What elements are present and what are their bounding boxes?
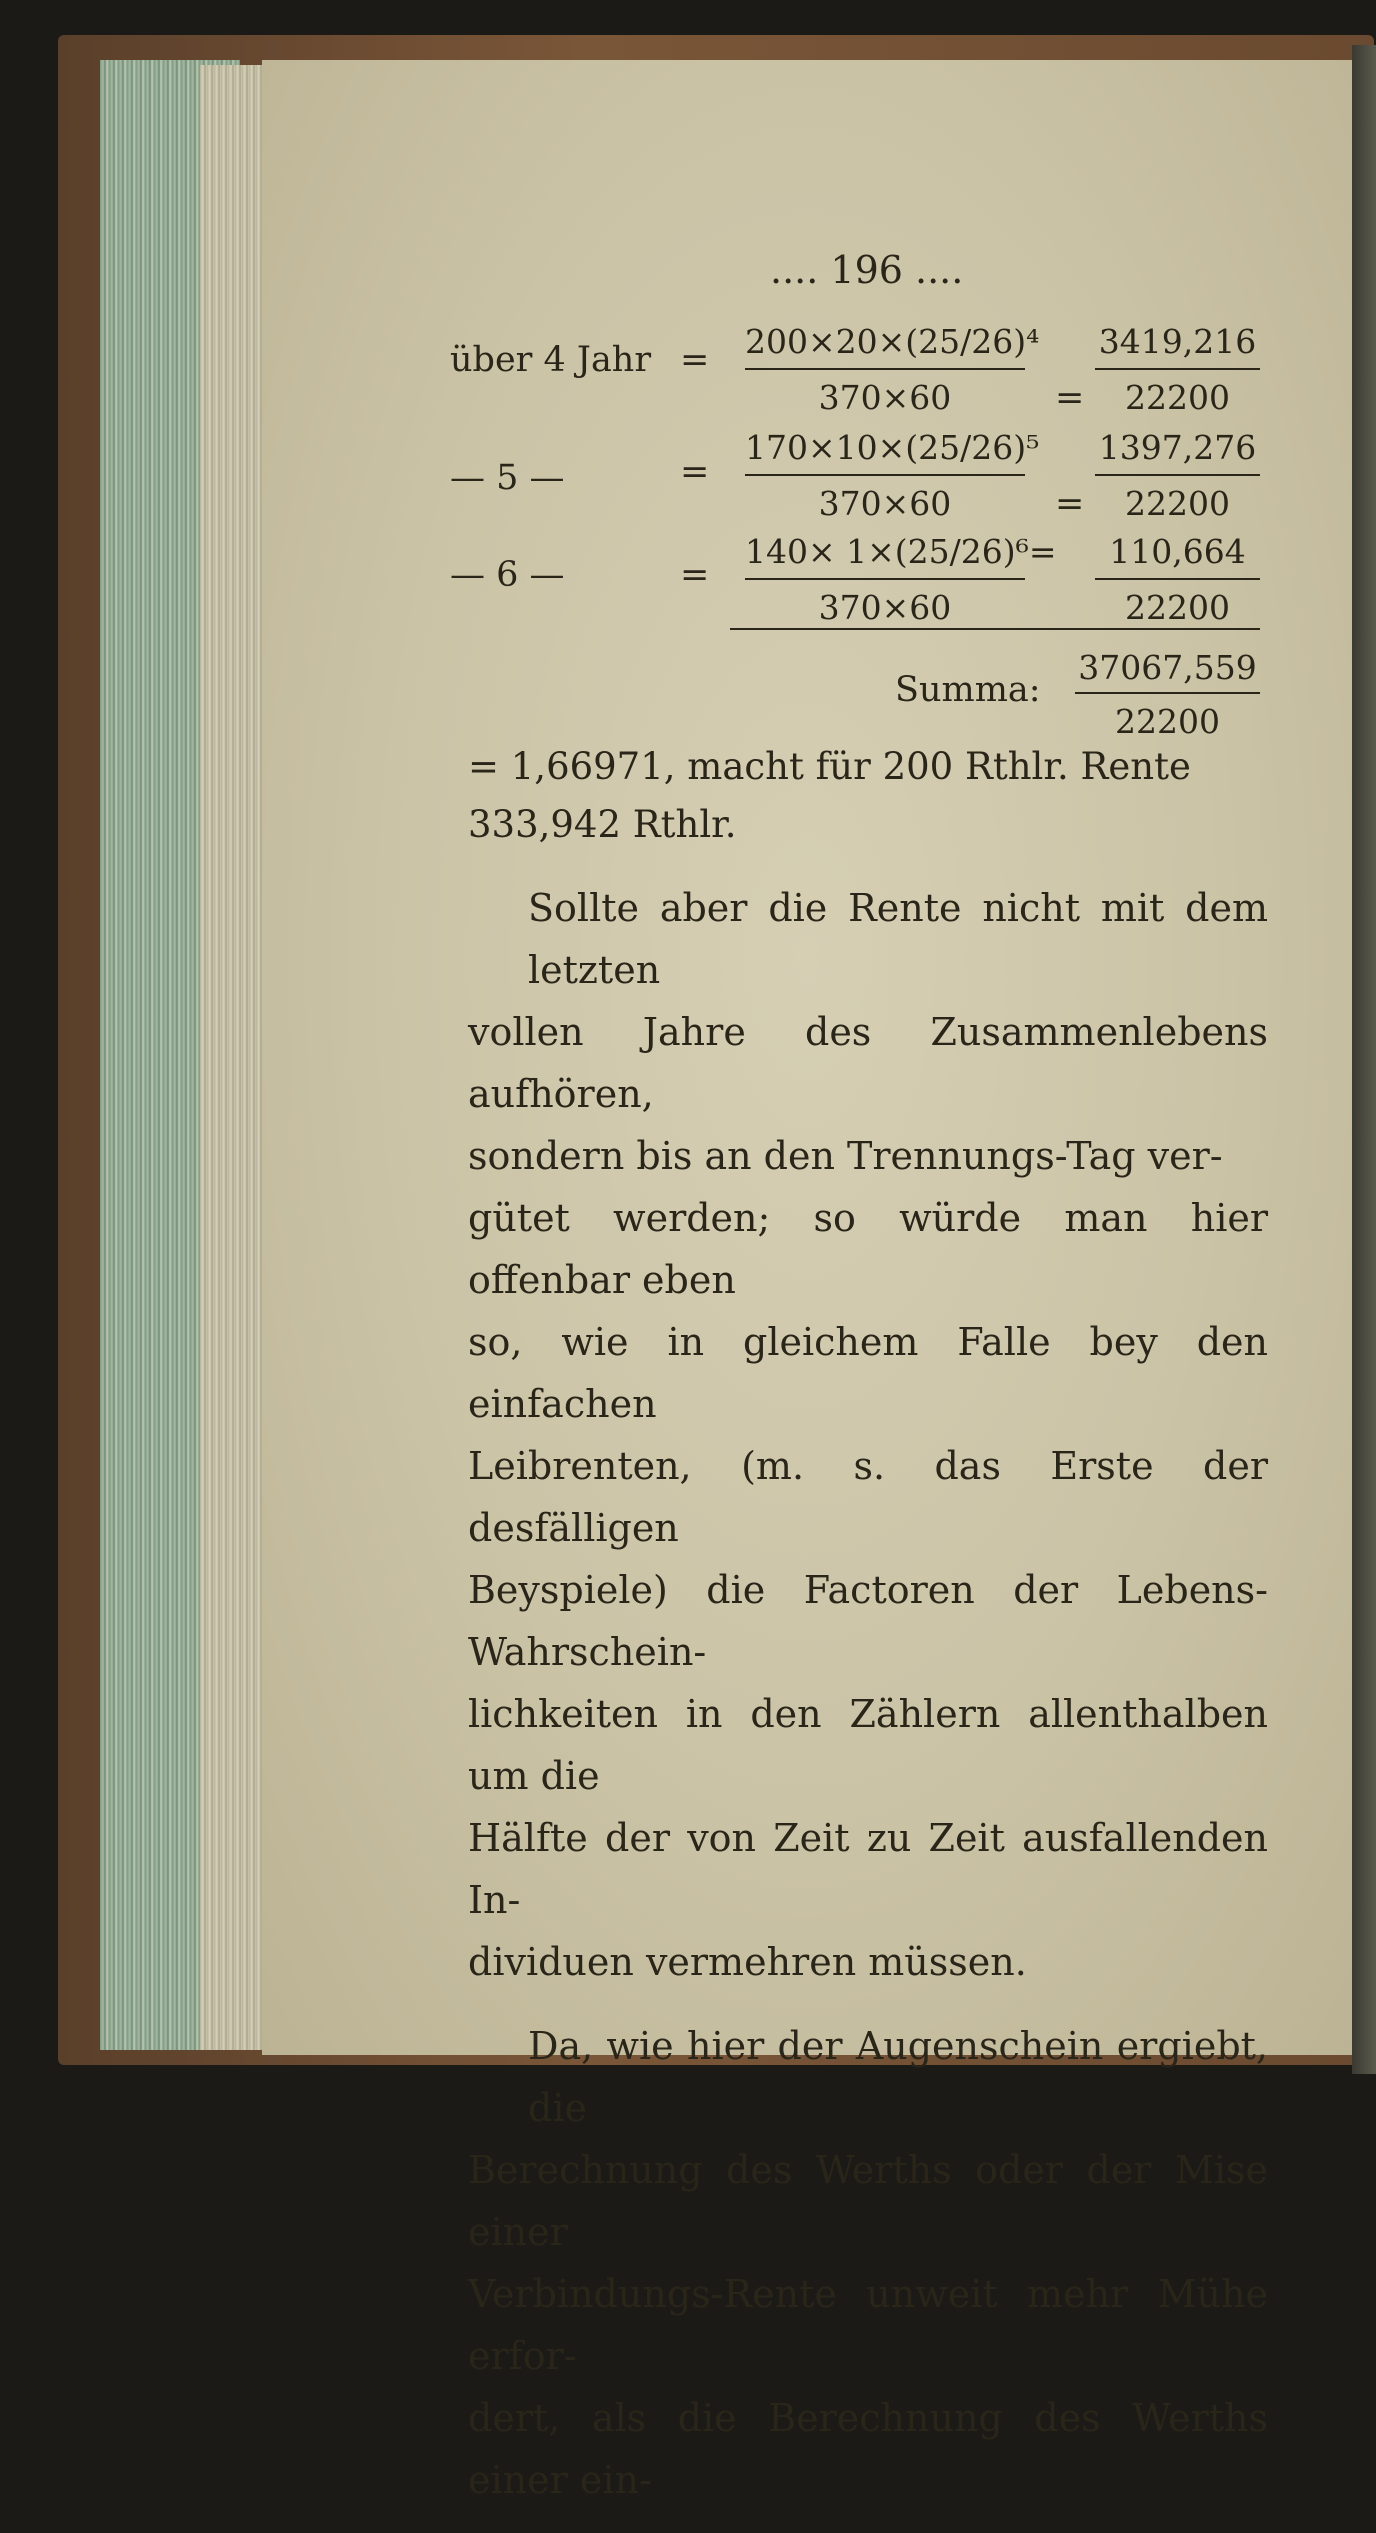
summa-numerator: 37067,559	[1078, 648, 1257, 687]
result-line-2: 333,942 Rthlr.	[468, 803, 737, 846]
text-line: lichkeiten in den Zählern allenthalben um die	[468, 1692, 1268, 1798]
text-line: Leibrenten, (m. s. das Erste der desfälligen	[468, 1444, 1268, 1550]
value-bar	[1095, 578, 1260, 580]
value-denominator: 22200	[1125, 378, 1230, 417]
row-equals-2: =	[1055, 378, 1085, 418]
value-numerator: 110,664	[1109, 532, 1246, 571]
row-label: — 5 —	[450, 458, 565, 498]
fraction-bar	[745, 474, 1025, 476]
text-line: Verbindungs-Rente unweit mehr Mühe erfor-	[468, 2272, 1268, 2378]
value-numerator: 1397,276	[1098, 428, 1257, 467]
text-line: dert, als die Berechnung des Werths einer ein-	[468, 2396, 1268, 2502]
fraction-numerator: 140× 1×(25/26)⁶=	[745, 532, 1057, 571]
value-denominator: 22200	[1125, 484, 1230, 523]
fraction-denominator: 370×60	[818, 588, 952, 627]
fraction-numerator: 170×10×(25/26)⁵	[745, 428, 1040, 467]
row-equals: =	[680, 340, 710, 380]
text-line: Da, wie hier der Augenschein ergiebt, die	[528, 2024, 1268, 2130]
summa-bar	[1075, 692, 1260, 694]
text-line: Beyspiele) die Factoren der Lebens-Wahrschein-	[468, 1568, 1268, 1674]
row-equals: =	[680, 555, 710, 595]
text-line: Sollte aber die Rente nicht mit dem letzten	[528, 886, 1268, 992]
right-page-edge	[1352, 45, 1376, 2074]
value-denominator: 22200	[1125, 588, 1230, 627]
paragraph-1	[468, 877, 1268, 1993]
value-numerator: 3419,216	[1098, 322, 1257, 361]
summa-denominator: 22200	[1115, 702, 1220, 741]
row-label: — 6 —	[450, 555, 565, 595]
row-label: über 4 Jahr	[450, 340, 652, 380]
text-line: gütet werden; so würde man hier offenbar eben	[468, 1196, 1268, 1302]
fraction-bar	[745, 578, 1025, 580]
total-rule	[730, 628, 1260, 630]
fraction-bar	[745, 368, 1025, 370]
value-bar	[1095, 368, 1260, 370]
fraction-denominator: 370×60	[818, 378, 952, 417]
value-bar	[1095, 474, 1260, 476]
text-line: vollen Jahre des Zusammenlebens aufhören,	[468, 1010, 1268, 1116]
text-line: Berechnung des Werths oder der Mise einer	[468, 2148, 1268, 2254]
text-line: sondern bis an den Trennungs-Tag ver-	[468, 1134, 1223, 1178]
text-line: Hälfte der von Zeit zu Zeit ausfallenden In-	[468, 1816, 1268, 1922]
text-line: dividuen vermehren müssen.	[468, 1940, 1027, 1984]
page-edges-inner	[200, 65, 270, 2050]
row-equals-2: =	[1055, 484, 1085, 524]
page-number: .... 196 ....	[770, 248, 964, 292]
summa-label: Summa:	[895, 670, 1041, 710]
row-equals: =	[680, 452, 710, 492]
body-text	[468, 877, 1268, 2533]
fraction-denominator: 370×60	[818, 484, 952, 523]
result-line-1: = 1,66971, macht für 200 Rthlr. Rente	[468, 745, 1191, 788]
paragraph-2	[468, 2015, 1268, 2511]
text-line: so, wie in gleichem Falle bey den einfachen	[468, 1320, 1268, 1426]
fraction-numerator: 200×20×(25/26)⁴	[745, 322, 1040, 361]
